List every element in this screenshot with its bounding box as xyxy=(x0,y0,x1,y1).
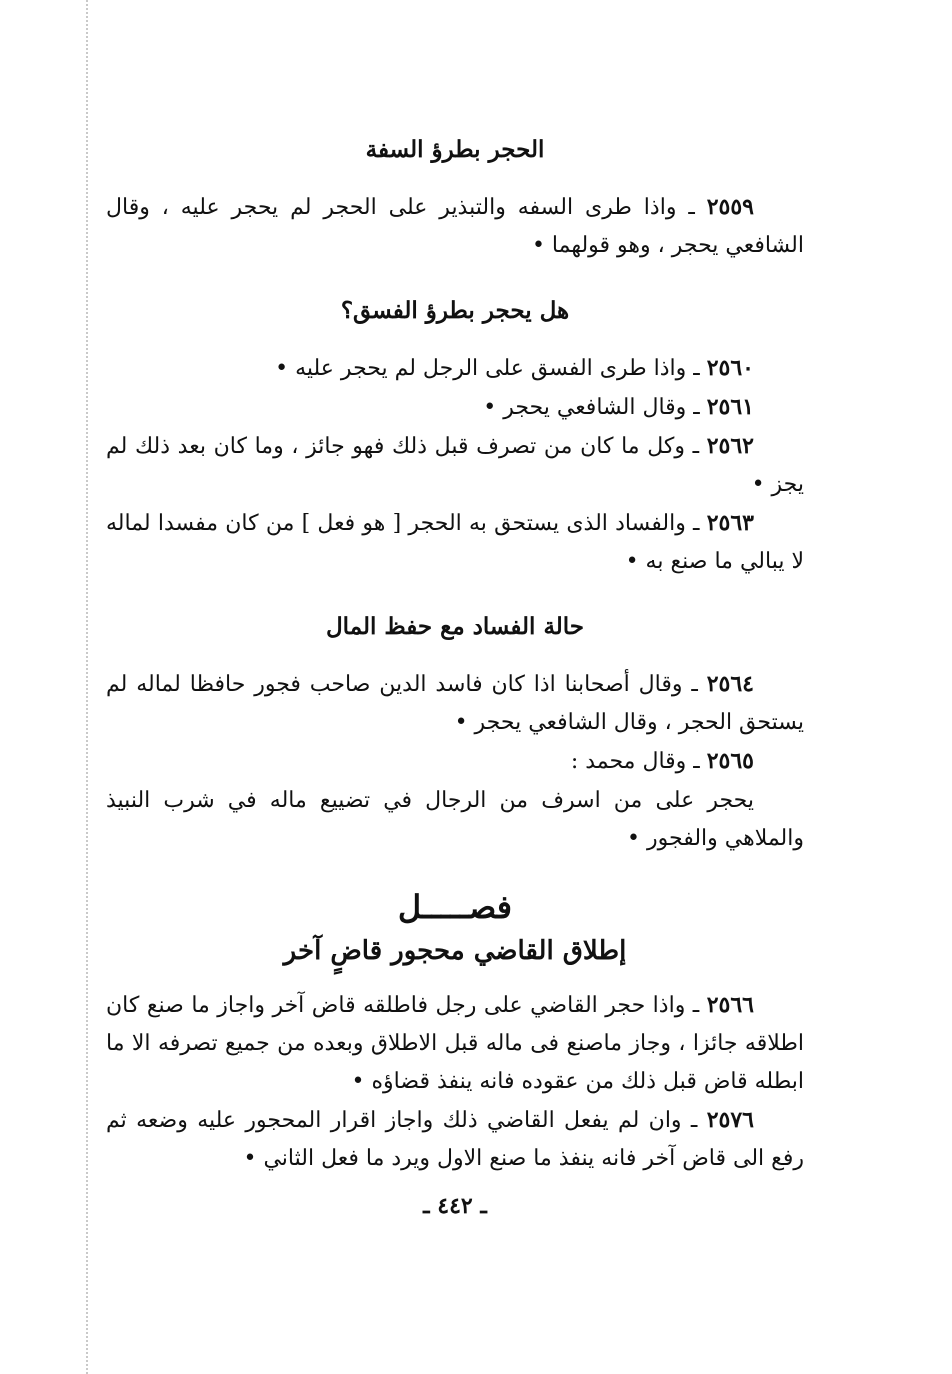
paragraph-2565 xyxy=(106,742,804,781)
paragraph-text: ـ وكل ما كان من تصرف قبل ذلك فهو جائز ، وما كان بعد ذلك لم يجز • xyxy=(106,434,804,497)
paragraph-number: ٢٥٦٥ xyxy=(706,748,754,774)
section-heading-safah: الحجر بطرؤ السفة xyxy=(365,136,545,163)
section-heading-fisq: هل يحجر بطرؤ الفسق؟ xyxy=(340,297,570,324)
section-heading-fasad: حالة الفساد مع حفظ المال xyxy=(325,613,585,640)
paragraph-text: ـ والفساد الذى يستحق به الحجر [ هو فعل ] من كان مفسدا لماله لا يبالي ما صنع به • xyxy=(106,511,804,574)
paragraph-text: ـ وقال الشافعي يحجر • xyxy=(483,395,707,420)
paragraph-text: يحجر على من اسرف من الرجال في تضييع ماله في شرب النبيذ والملاهي والفجور • xyxy=(106,788,804,851)
page-number: ـ ٤٤٢ ـ xyxy=(423,1193,487,1219)
paragraph-number: ٢٥٦٠ xyxy=(706,355,754,381)
paragraph-2562 xyxy=(106,427,804,504)
paragraph-2565-continued xyxy=(106,781,804,858)
paragraph-2576 xyxy=(106,1101,804,1178)
paragraph-number: ٢٥٦٦ xyxy=(706,992,754,1018)
fasl-title: إطلاق القاضي محجور قاضٍ آخر xyxy=(283,936,627,966)
paragraph-number: ٢٥٦٢ xyxy=(706,433,754,459)
paragraph-number: ٢٥٥٩ xyxy=(706,194,754,220)
paragraph-text: ـ واذا حجر القاضي على رجل فاطلقه قاض آخر واجاز ما صنع كان اطلاقه جائزا ، وجاز ماصنع فى ماله قبل الاطلاق وبعده من جميع تصرفه الا ما ابطله قاض قبل ذلك من عقوده فانه ينفذ قضاؤه • xyxy=(106,993,804,1094)
paragraph-text: ـ وقال محمد : xyxy=(570,749,707,774)
paragraph-2564 xyxy=(106,665,804,742)
fasl-label: فصـــــل xyxy=(397,888,513,926)
paragraph-number: ٢٥٦١ xyxy=(706,394,754,420)
page-content xyxy=(106,130,804,1226)
paragraph-2561 xyxy=(106,388,804,427)
paragraph-number: ٢٥٧٦ xyxy=(706,1107,754,1133)
paragraph-number: ٢٥٦٣ xyxy=(706,510,754,536)
paragraph-text: ـ وان لم يفعل القاضي ذلك واجاز اقرار المحجور عليه وضعه ثم رفع الى قاض آخر فانه ينفذ ما صنع الاول ويرد ما فعل الثاني • xyxy=(106,1108,804,1171)
paragraph-2559 xyxy=(106,188,804,265)
paragraph-2566 xyxy=(106,986,804,1101)
margin-dotted-line xyxy=(86,0,88,1374)
paragraph-text: ـ وقال أصحابنا اذا كان فاسد الدين صاحب فجور حافظا لماله لم يستحق الحجر ، وقال الشافعي يحجر • xyxy=(106,672,804,735)
paragraph-2560 xyxy=(106,349,804,388)
paragraph-2563 xyxy=(106,504,804,581)
paragraph-text: ـ واذا طرى الفسق على الرجل لم يحجر عليه • xyxy=(275,356,707,381)
paragraph-number: ٢٥٦٤ xyxy=(706,671,754,697)
paragraph-text: ـ واذا طرى السفه والتبذير على الحجر لم يحجر عليه ، وقال الشافعي يحجر ، وهو قولهما • xyxy=(106,195,804,258)
